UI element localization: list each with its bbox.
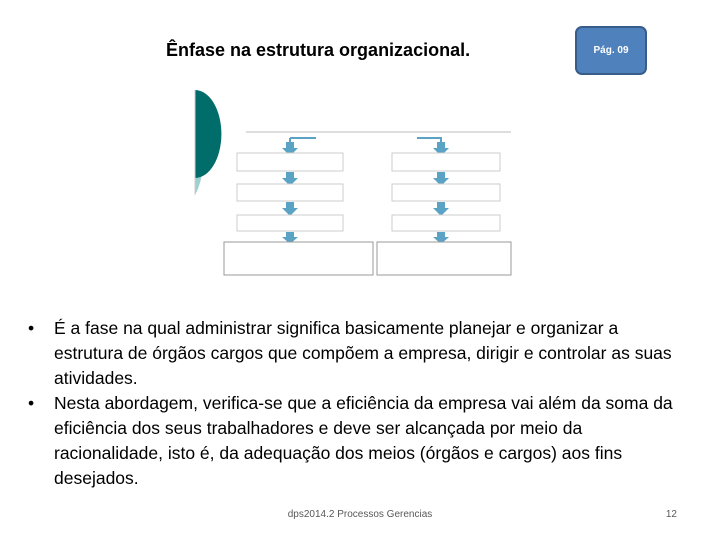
org-box-base — [377, 242, 511, 275]
slide-number: 12 — [665, 509, 677, 520]
bullet-text: É a fase na qual administrar significa basicamente planejar e organizar a estrutura de órgãos cargos que compõem a empresa, dirigir e controlar as suas atividades. — [54, 318, 672, 388]
teal-dark-shape — [195, 90, 221, 178]
footer-text: dps2014.2 Processos Gerencias — [287, 509, 433, 520]
bullet-text: Nesta abordagem, verifica-se que a eficiência da empresa vai além da soma da eficiência dos seus trabalhadores e deve ser alcançada por meio da racionalidade, isto é, da adequação dos meios (órgãos e cargos) aos fins desejados. — [54, 393, 673, 488]
org-box — [392, 215, 500, 231]
org-box — [237, 184, 343, 201]
org-box-base — [224, 242, 373, 275]
org-box — [392, 153, 500, 171]
org-box — [392, 184, 500, 201]
org-box — [237, 153, 343, 171]
bullet-list — [28, 316, 692, 491]
page-badge-label: Pág. 09 — [593, 45, 629, 56]
bullet-dot: • — [28, 393, 35, 413]
bullet-item — [28, 316, 692, 391]
arrow-icon — [433, 202, 449, 216]
bullet-dot: • — [28, 318, 35, 338]
bullet-item — [28, 391, 692, 491]
org-structure-diagram — [193, 90, 523, 280]
arrow-icon — [282, 202, 298, 216]
left-column — [224, 138, 373, 275]
slide-title: Ênfase na estrutura organizacional. — [166, 40, 471, 60]
org-box — [237, 215, 343, 231]
page-badge — [575, 26, 647, 75]
right-column — [377, 138, 511, 275]
